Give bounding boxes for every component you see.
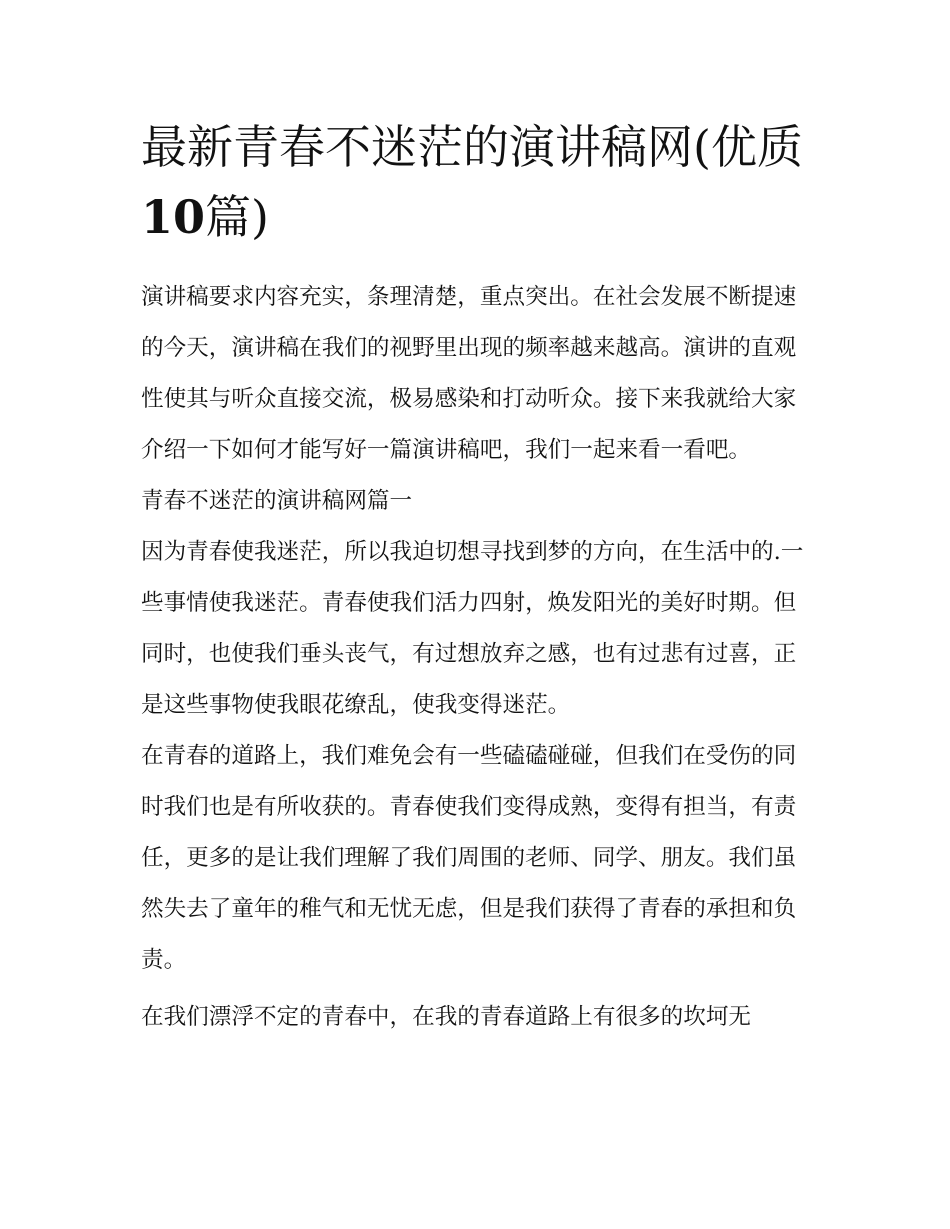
paragraph: 在青春的道路上，我们难免会有一些磕磕碰碰，但我们在受伤的同时我们也是有所收获的。青春使我们变得成熟，变得有担当，有责任，更多的是让我们理解了我们周围的老师、同学、朋友。我们虽然失去了童年的稚气和无忧无虑，但是我们获得了青春的承担和负责。 — [141, 743, 797, 973]
section-heading: 青春不迷茫的演讲稿网篇一 — [141, 488, 413, 514]
paragraph: 在我们漂浮不定的青春中，在我的青春道路上有很多的坎坷无 — [141, 1004, 752, 1030]
paragraph-intro: 演讲稿要求内容充实，条理清楚，重点突出。在社会发展不断提速的今天，演讲稿在我们的视野里出现的频率越来越高。演讲的直观性使其与听众直接交流，极易感染和打动听众。接下来我就给大家介绍一下如何才能写好一篇演讲稿吧，我们一起来看一看吧。 — [141, 284, 797, 463]
document-title: 最新青春不迷茫的演讲稿网(优质10篇) — [141, 120, 803, 244]
paragraph: 因为青春使我迷茫，所以我迫切想寻找到梦的方向，在生活中的.一些事情使我迷茫。青春使我们活力四射，焕发阳光的美好时期。但同时，也使我们垂头丧气，有过想放弃之感，也有过悲有过喜，正是这些事物使我眼花缭乱，使我变得迷茫。 — [141, 539, 804, 718]
document-body — [141, 272, 813, 1043]
document-page — [141, 112, 813, 1043]
